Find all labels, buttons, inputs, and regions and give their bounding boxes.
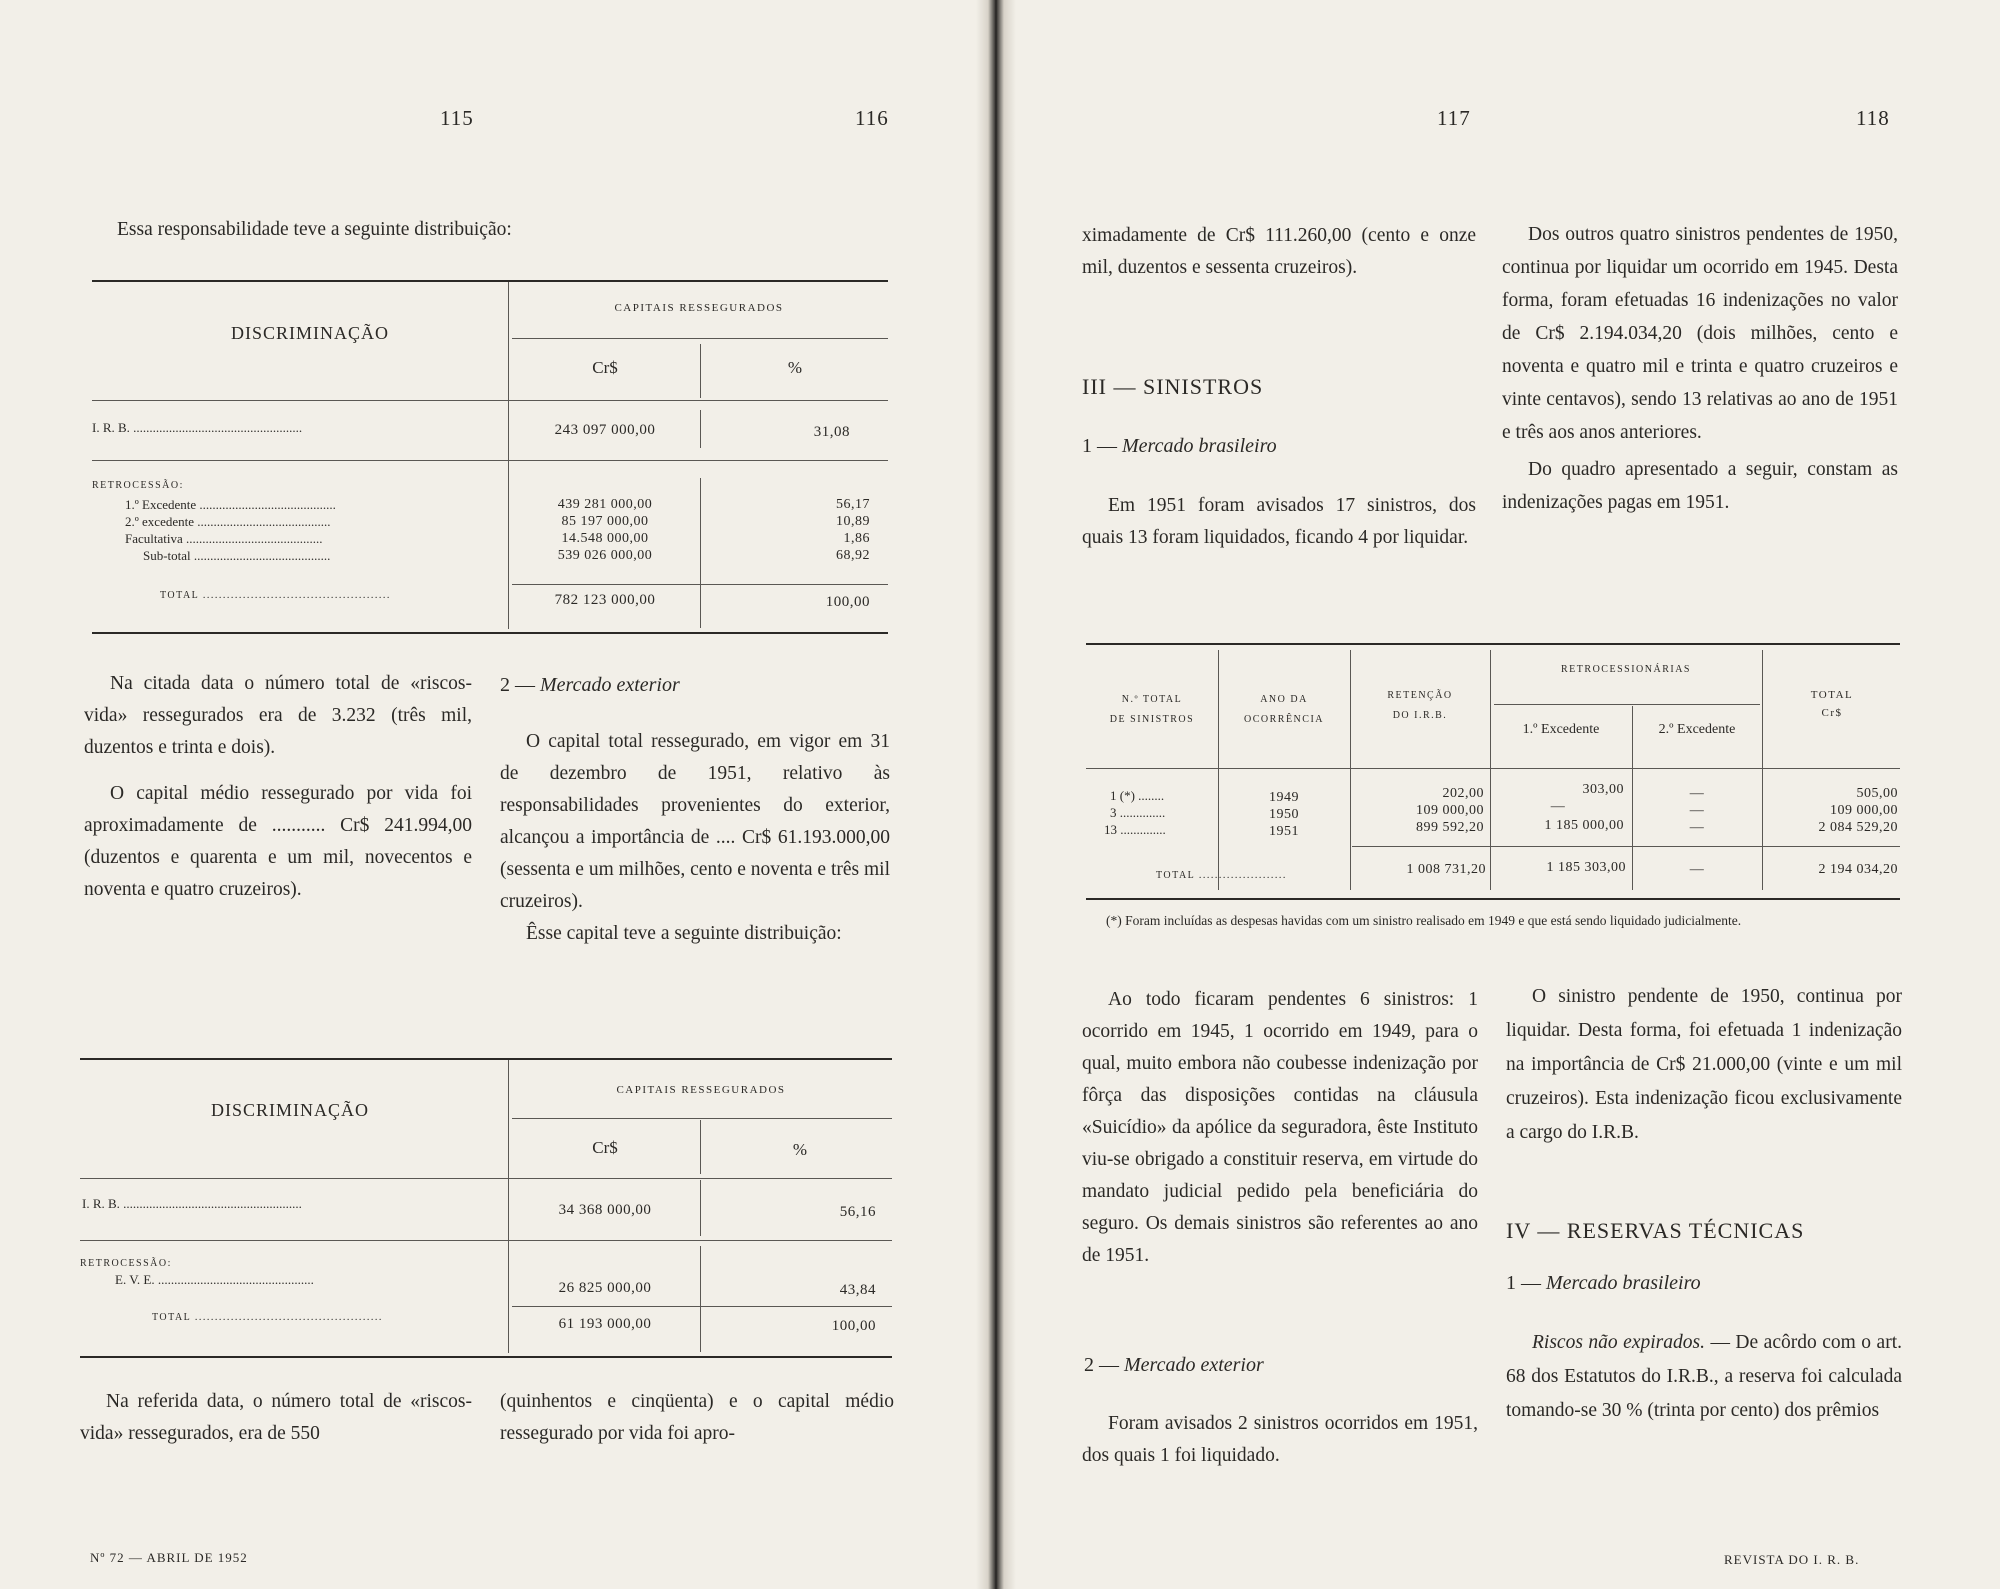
paragraph-ao-todo: Ao todo ficaram pendentes 6 sinistros: 1 ocorrido em 1945, 1 ocorrido em 1949, para o qual, muito embora não coubesse indenização por fôrça das disposições contidas na cláusula «Suicídio» da apólice da seguradora, êste Instituto viu-se obrigado a constituir reserva, em virtude do mandato judicial pedido pela beneficiária do seguro. Os demais sinistros são referentes ao ano de 1951. [1082, 989, 1478, 1266]
irb-capital: 243 097 000,00 [554, 422, 656, 438]
discrimination-header: DISCRIMINAÇÃO [230, 323, 389, 343]
right-column-text [500, 726, 890, 950]
table-cell-capital: 14.548 000,00 [561, 531, 649, 546]
section-heading-mercado-exterior: 2 — Mercado exterior [500, 674, 680, 696]
section-heading-sinistros: III — SINISTROS [1082, 374, 1264, 399]
percent-header: % [792, 1140, 808, 1159]
header-ano-ocorrencia: ANO DA OCORRÊNCIA [1243, 694, 1324, 725]
table-cell-year: 1950 [1269, 807, 1299, 822]
table-row-label: Sub-total .......................................... [143, 548, 331, 563]
paragraph-riscos-nao-expirados: Riscos não expirados. — De acôrdo com o art. 68 dos Estatutos do I.R.B., a reserva foi calculada tomando-se 30 % (trinta por cento) dos prêmios [1506, 1332, 1902, 1421]
table-cell-year: 1951 [1269, 824, 1299, 839]
table-cell-retention: 202,00 [1442, 786, 1484, 801]
table-cell-total: 505,00 [1856, 786, 1898, 801]
table-cell-percent: 10,89 [836, 514, 870, 529]
table-cell-capital: 439 281 000,00 [557, 497, 653, 512]
page-number-116: 116 [855, 106, 889, 130]
paragraph-capital-medio-exterior: (quinhentos e cinqüenta) e o capital médio ressegurado por vida foi apro- [500, 1391, 894, 1444]
total-label: TOTAL ............................................... [152, 1312, 383, 1323]
paragraph-distribuicao: Êsse capital teve a seguinte distribuição: [526, 923, 842, 944]
header-total-sinistros: N.º TOTAL DE SINISTROS [1109, 694, 1195, 725]
page-number-118: 118 [1856, 106, 1890, 130]
footer-issue: Nº 72 — ABRIL DE 1952 [90, 1550, 248, 1565]
table-cell-excedente1: — [1550, 799, 1566, 814]
percent-header: % [787, 358, 803, 377]
irb-label: I. R. B. ....................................................... [82, 1196, 302, 1211]
capital-header: CAPITAIS RESSEGURADOS [616, 1084, 786, 1096]
paragraph-quadro: Do quadro apresentado a seguir, constam as indenizações pagas em 1951. [1502, 459, 1898, 513]
total-retention: 1 008 731,20 [1406, 862, 1486, 877]
table-row-label: Facultativa .......................................... [125, 531, 323, 546]
paragraph-capital-medio: O capital médio ressegurado por vida foi aproximadamente de ........... Cr$ 241.994,00 (duzentos e quarenta e um mil, novecentos e noventa e quatro cruzeiros). [84, 783, 472, 900]
table-cell-excedente2: — [1689, 786, 1705, 801]
paragraph-sinistros-exterior: Foram avisados 2 sinistros ocorridos em 1951, dos quais 1 foi liquidado. [1082, 1413, 1478, 1466]
total-excedente1: 1 185 303,00 [1546, 860, 1626, 875]
header-retencao: RETENÇÃO DO I.R.B. [1387, 690, 1453, 721]
table-row-count: 3 .............. [1110, 805, 1166, 820]
discrimination-header: DISCRIMINAÇÃO [210, 1100, 369, 1120]
paragraph-avisados: Em 1951 foram avisados 17 sinistros, dos quais 13 foram liquidados, ficando 4 por liquidar. [1082, 495, 1476, 548]
page-number-117: 117 [1437, 106, 1471, 130]
section-heading-reservas: IV — RESERVAS TÉCNICAS [1506, 1218, 1805, 1243]
table-cell-percent: 68,92 [836, 548, 870, 563]
table-row-label: 1.º Excedente .......................................... [125, 497, 336, 512]
table-cell-percent: 1,86 [843, 531, 870, 546]
table-cell-excedente1: 1 185 000,00 [1544, 818, 1624, 833]
table-cell-retention: 109 000,00 [1416, 803, 1484, 818]
subheading-mercado-brasileiro: 1 — Mercado brasileiro [1082, 435, 1277, 457]
table-cell-percent: 43,84 [839, 1282, 876, 1298]
table-cell-retention: 899 592,20 [1416, 820, 1484, 835]
capital-header: CAPITAIS RESSEGURADOS [614, 302, 784, 314]
total-percent: 100,00 [825, 594, 870, 610]
header-2-excedente: 2.º Excedente [1658, 722, 1736, 737]
table-cell-excedente2: — [1689, 820, 1705, 835]
table-footnote: (*) Foram incluídas as despesas havidas com um sinistro realisado em 1949 e que está sendo liquidado judicialmente. [1106, 913, 1742, 928]
right-top-column [1502, 218, 1898, 519]
irb-capital: 34 368 000,00 [558, 1202, 652, 1218]
table-cell-percent: 56,17 [836, 497, 870, 512]
total-total: 2 194 034,20 [1818, 862, 1898, 877]
header-retrocessionarias: RETROCESSIONÁRIAS [1561, 664, 1691, 675]
left-column-text [84, 668, 472, 906]
table-cell-year: 1949 [1269, 790, 1299, 805]
table-row-label: 2.º excedente ......................................... [125, 514, 331, 529]
currency-header: Cr$ [592, 358, 618, 377]
table-cell-total: 2 084 529,20 [1818, 820, 1898, 835]
paragraph-riscos-vida: Na citada data o número total de «riscos-vida» ressegurados era de 3.232 (três mil, duzentos e trinta e dois). [84, 673, 472, 758]
table-row-label: E. V. E. ................................................ [115, 1272, 314, 1287]
footer-revista: REVISTA DO I. R. B. [1724, 1552, 1860, 1567]
table-cell-capital: 539 026 000,00 [557, 548, 653, 563]
total-capital: 61 193 000,00 [558, 1316, 652, 1332]
total-label: TOTAL ............................................... [160, 590, 391, 601]
table-cell-excedente1: 303,00 [1582, 782, 1624, 797]
table-cell-total: 109 000,00 [1830, 803, 1898, 818]
subheading-mercado-exterior: 2 — Mercado exterior [1084, 1354, 1264, 1376]
header-1-excedente: 1.º Excedente [1522, 722, 1600, 737]
paragraph-pendentes: Dos outros quatro sinistros pendentes de 1950, continua por liquidar um ocorrido em 1945. Desta forma, foram efetuadas 16 indenizações no valor de Cr$ 2.194.034,20 (dois milhões, cento e noventa e quatro mil e trinta e quatro cruzeiros e vinte centavos), sendo 13 relativas ao ano de 1951 e três aos anos anteriores. [1502, 224, 1898, 443]
subheading-mercado-brasileiro-reservas: 1 — Mercado brasileiro [1506, 1272, 1701, 1294]
retrocession-label: RETROCESSÃO: [80, 1258, 172, 1269]
irb-percent: 31,08 [813, 424, 850, 440]
header-total: TOTAL Cr$ [1810, 689, 1854, 719]
book-gutter [976, 0, 1016, 1589]
retrocession-label: RETROCESSÃO: [92, 480, 184, 491]
table-row-count: 1 (*) ........ [1110, 788, 1165, 803]
total-percent: 100,00 [831, 1318, 876, 1334]
continued-paragraph: ximadamente de Cr$ 111.260,00 (cento e onze mil, duzentos e sessenta cruzeiros). [1082, 225, 1476, 278]
irb-label: I. R. B. .................................................... [92, 420, 303, 435]
table-row-count: 13 .............. [1104, 822, 1166, 837]
paragraph-riscos-exterior: Na referida data, o número total de «riscos-vida» ressegurados, era de 550 [80, 1391, 472, 1444]
paragraph-sinistro-pendente: O sinistro pendente de 1950, continua por liquidar. Desta forma, foi efetuada 1 indenização na importância de Cr$ 21.000,00 (vinte e um mil cruzeiros). Esta indenização ficou exclusivamente a cargo do I.R.B. [1506, 986, 1902, 1143]
intro-paragraph: Essa responsabilidade teve a seguinte distribuição: [117, 219, 512, 240]
total-capital: 782 123 000,00 [554, 592, 656, 608]
page-number-115: 115 [440, 106, 474, 130]
total-label: TOTAL ...................... [1156, 870, 1287, 881]
table-cell-excedente2: — [1689, 803, 1705, 818]
irb-percent: 56,16 [839, 1204, 876, 1220]
total-excedente2: — [1689, 862, 1705, 877]
paragraph-capital-exterior: O capital total ressegurado, em vigor em 31 de dezembro de 1951, relativo às responsabilidades provenientes do exterior, alcançou a importância de .... Cr$ 61.193.000,00 (sessenta e um milhões, cento e noventa e três mil cruzeiros). [500, 731, 890, 912]
currency-header: Cr$ [592, 1138, 618, 1157]
table-cell-capital: 85 197 000,00 [561, 514, 649, 529]
table-cell-capital: 26 825 000,00 [558, 1280, 652, 1296]
